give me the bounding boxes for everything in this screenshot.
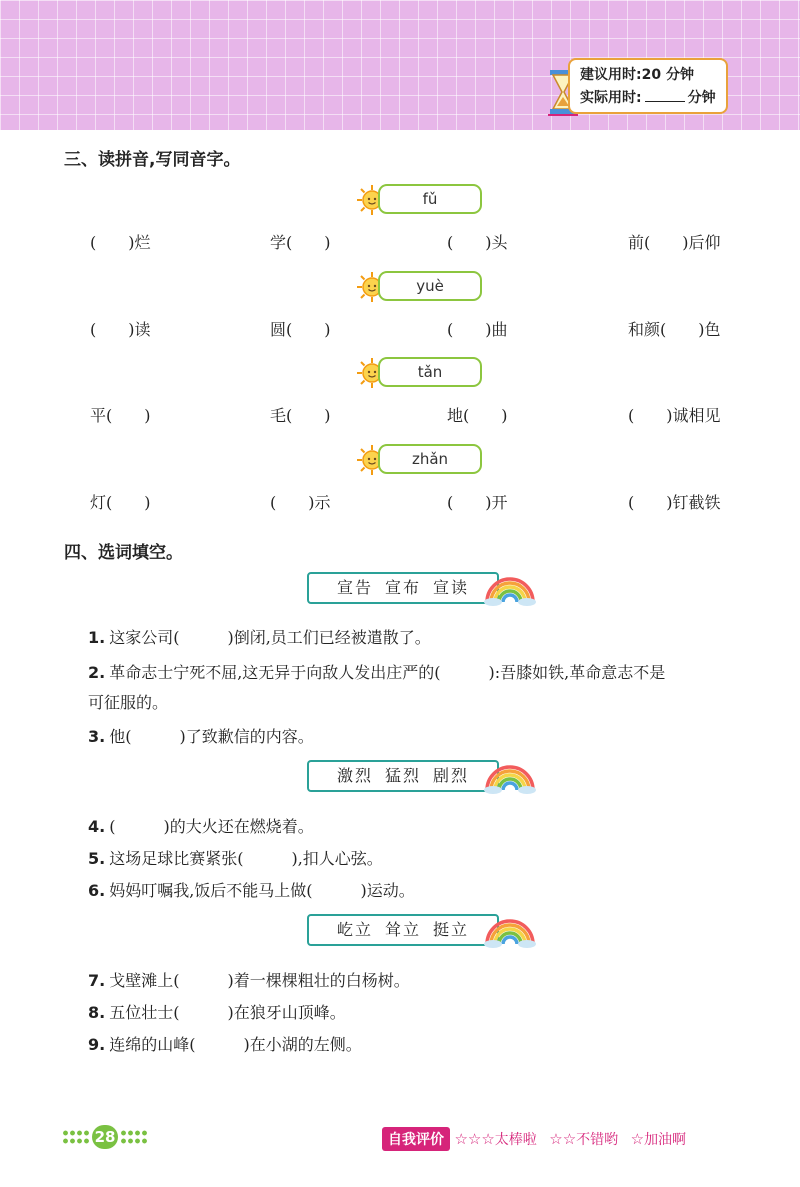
word-bank-box	[307, 572, 499, 604]
fill-item[interactable]: 前( )后仰	[628, 233, 721, 252]
timer-box	[568, 58, 728, 114]
star-icon[interactable]: ☆☆☆	[454, 1130, 495, 1148]
question-7: 7. 戈壁滩上( )着一棵棵粗壮的白杨树。	[88, 971, 410, 990]
suggested-time: 建议用时:20 分钟	[580, 67, 694, 83]
word-bank-box	[307, 914, 499, 946]
word-option: 剧烈	[433, 766, 470, 785]
word-option: 宣读	[433, 578, 470, 597]
fill-item[interactable]: ( )烂	[90, 233, 151, 252]
word-option: 激烈	[337, 766, 374, 785]
fill-item[interactable]: 灯( )	[90, 493, 151, 512]
page-number-badge	[62, 1125, 146, 1149]
word-option: 屹立	[337, 920, 374, 939]
pinyin-label: tǎn	[378, 357, 482, 387]
rainbow-icon	[483, 914, 537, 948]
eval-badge: 自我评价	[382, 1127, 450, 1151]
question-2-cont: 可征服的。	[88, 693, 169, 712]
word-option: 挺立	[433, 920, 470, 939]
page-number: 28	[92, 1125, 118, 1149]
fill-item[interactable]: 学( )	[270, 233, 331, 252]
fill-item[interactable]: ( )钉截铁	[628, 493, 721, 512]
fill-item[interactable]: 毛( )	[270, 406, 331, 425]
pinyin-label: zhǎn	[378, 444, 482, 474]
question-4: 4. ( )的大火还在燃烧着。	[88, 817, 314, 836]
rainbow-icon	[483, 572, 537, 606]
question-8: 8. 五位壮士( )在狼牙山顶峰。	[88, 1003, 346, 1022]
word-bank-1	[307, 572, 537, 606]
dots-decoration	[120, 1129, 148, 1145]
question-5: 5. 这场足球比赛紧张( ),扣人心弦。	[88, 849, 383, 868]
fill-item[interactable]: ( )头	[447, 233, 508, 252]
fill-item[interactable]: 平( )	[90, 406, 151, 425]
word-option: 猛烈	[385, 766, 422, 785]
actual-time: 实际用时: 分钟	[580, 90, 716, 106]
pinyin-tag-yue	[356, 270, 486, 304]
question-3: 3. 他( )了致歉信的内容。	[88, 727, 314, 746]
word-bank-box	[307, 760, 499, 792]
pinyin-label: fǔ	[378, 184, 482, 214]
dots-decoration	[62, 1129, 90, 1145]
self-evaluation	[382, 1127, 694, 1151]
fill-item[interactable]: 圆( )	[270, 320, 331, 339]
star-icon[interactable]: ☆	[630, 1130, 645, 1148]
question-2: 2. 革命志士宁死不屈,这无异于向敌人发出庄严的( ):吾膝如铁,革命意志不是	[88, 663, 666, 682]
word-bank-3	[307, 914, 537, 948]
section4-title: 四、选词填空。	[64, 543, 183, 563]
actual-time-blank[interactable]	[645, 88, 685, 102]
fill-item[interactable]: ( )示	[270, 493, 331, 512]
question-1: 1. 这家公司( )倒闭,员工们已经被遣散了。	[88, 628, 431, 647]
pinyin-label: yuè	[378, 271, 482, 301]
question-9: 9. 连绵的山峰( )在小湖的左侧。	[88, 1035, 362, 1054]
fill-item[interactable]: ( )读	[90, 320, 151, 339]
eval-level: 加油啊	[644, 1132, 687, 1148]
fill-item[interactable]: ( )开	[447, 493, 508, 512]
word-option: 宣布	[385, 578, 422, 597]
fill-item[interactable]: 地( )	[447, 406, 508, 425]
word-option: 耸立	[385, 920, 422, 939]
section3-title: 三、读拼音,写同音字。	[64, 150, 241, 170]
word-bank-2	[307, 760, 537, 794]
pinyin-tag-fu	[356, 183, 486, 217]
eval-level: 太棒啦	[494, 1132, 537, 1148]
star-icon[interactable]: ☆☆	[549, 1130, 577, 1148]
word-option: 宣告	[337, 578, 374, 597]
rainbow-icon	[483, 760, 537, 794]
question-6: 6. 妈妈叮嘱我,饭后不能马上做( )运动。	[88, 881, 415, 900]
pinyin-tag-tan	[356, 356, 486, 390]
fill-item[interactable]: ( )诚相见	[628, 406, 721, 425]
eval-level: 不错哟	[576, 1132, 619, 1148]
pinyin-tag-zhan	[356, 443, 486, 477]
fill-item[interactable]: 和颜( )色	[628, 320, 721, 339]
fill-item[interactable]: ( )曲	[447, 320, 508, 339]
